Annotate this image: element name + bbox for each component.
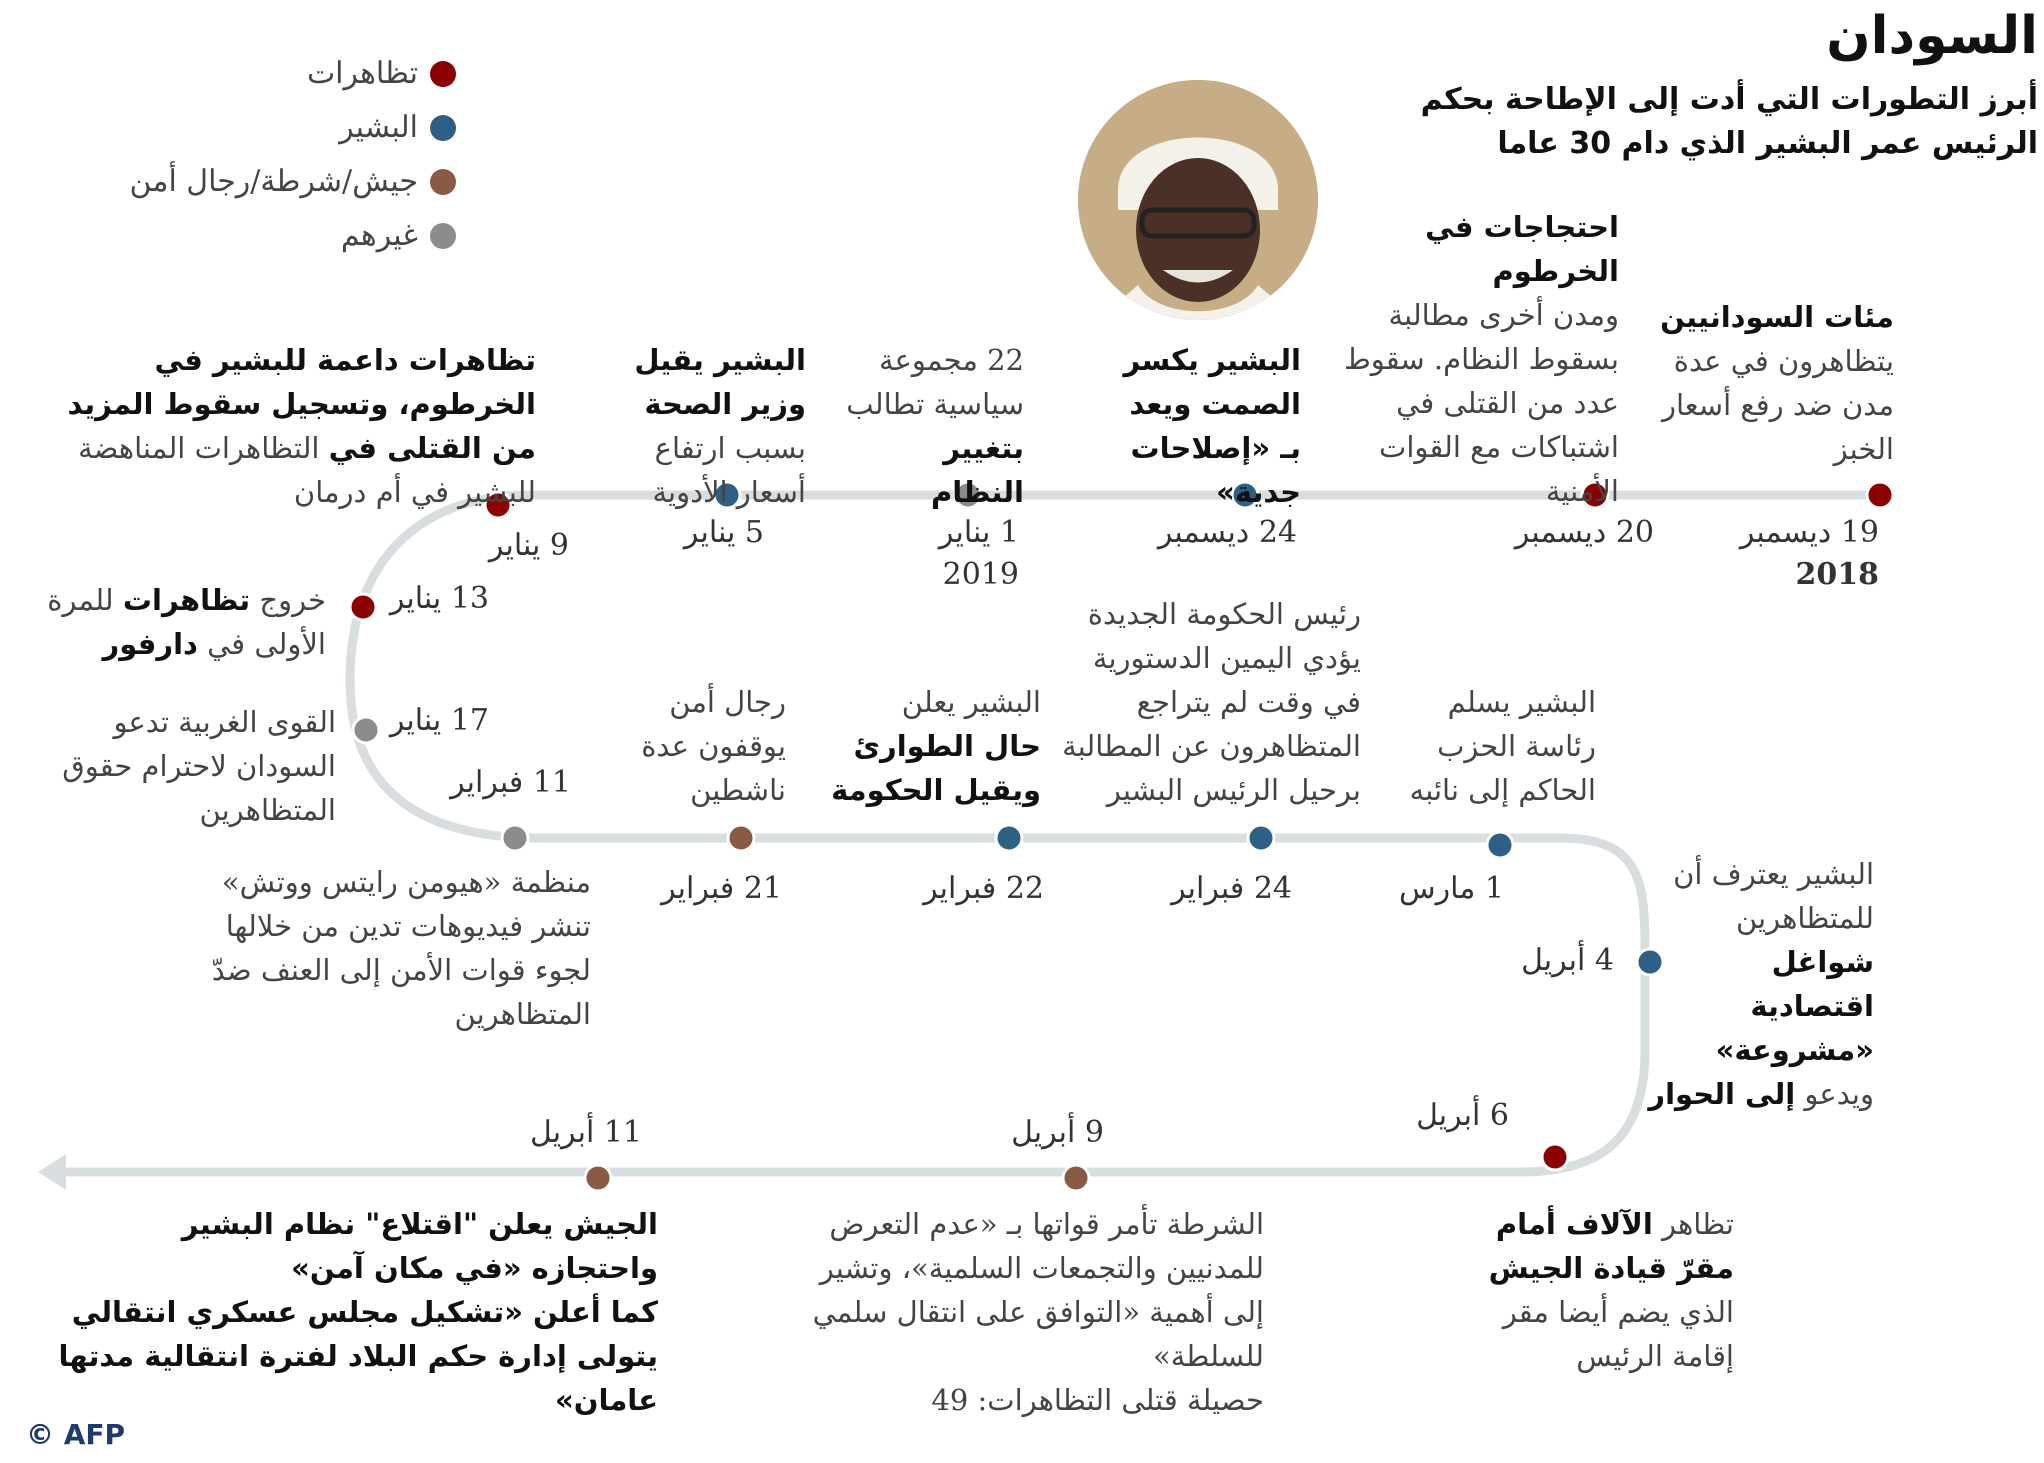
legend-item-others xyxy=(56,218,456,253)
event-date: 1 يناير 2019 xyxy=(938,515,1019,592)
afp-credit: © AFP xyxy=(26,1418,126,1451)
page-subtitle: أبرز التطورات التي أدت إلى الإطاحة بحكم الرئيس عمر البشير الذي دام 30 عاما xyxy=(1420,82,2038,161)
event-date: 13 يناير xyxy=(389,581,489,616)
timeline-arrowhead xyxy=(38,1154,66,1190)
timeline-dot-bashir xyxy=(1487,832,1513,858)
event-description: تظاهرات داعمة للبشير في الخرطوم، وتسجيل سقوط المزيد من القتلى في التظاهرات المناهضة للبشير في أم درمان xyxy=(67,343,536,509)
event-description: الجيش يعلن "اقتلاع" نظام البشير واحتجازه «في مكان آمن» كما أعلن «تشكيل مجلس عسكري انتقالي يتولى إدارة حكم البلاد لفترة انتقالية مدتها عامان» xyxy=(58,1207,658,1417)
event-description: البشير يقيل وزير الصحة بسبب ارتفاع أسعار الأدوية xyxy=(634,343,806,509)
event-description: احتجاجات في الخرطوم ومدن أخرى مطالبة بسقوط النظام. سقوط عدد من القتلى في اشتباكات مع القوات الأمنية xyxy=(1343,210,1619,508)
event-date: 21 فبراير xyxy=(661,871,782,906)
event-date: 22 فبراير xyxy=(923,871,1044,906)
page-title: السودان xyxy=(1826,6,2038,66)
timeline-dot-protests xyxy=(350,594,376,620)
event-date: 19 ديسمبر 2018 xyxy=(1739,515,1879,592)
timeline-dot-security xyxy=(1063,1165,1089,1191)
legend-item-security xyxy=(56,164,456,199)
legend-dot-icon xyxy=(430,61,456,87)
event-description: القوى الغربية تدعو السودان لاحترام حقوق المتظاهرين xyxy=(62,705,336,827)
event-description: رجال أمن يوقفون عدة ناشطين xyxy=(641,685,786,807)
legend-label: جيش/شرطة/رجال أمن xyxy=(129,164,418,199)
timeline-dot-bashir xyxy=(996,825,1022,851)
legend-label: غيرهم xyxy=(340,218,418,253)
legend-item-protests xyxy=(56,56,456,91)
event-date: 1 مارس xyxy=(1399,871,1504,906)
event-description: خروج تظاهرات للمرة الأولى في دارفور xyxy=(47,583,326,661)
event-date: 17 يناير xyxy=(389,703,489,738)
timeline-dot-others xyxy=(502,825,528,851)
event-description: رئيس الحكومة الجديدة يؤدي اليمين الدستورية في وقت لم يتراجع المتظاهرون عن المطالبة برحيل الرئيس البشير xyxy=(1062,597,1361,807)
event-description: 22 مجموعة سياسية تطالب بتغيير النظام xyxy=(846,343,1024,509)
event-description: البشير يسلم رئاسة الحزب الحاكم إلى نائبه xyxy=(1409,685,1596,807)
event-description: البشير يعلن حال الطوارئ ويقيل الحكومة xyxy=(831,685,1041,807)
timeline-dot-protests xyxy=(1867,482,1893,508)
event-description: البشير يكسر الصمت ويعد بـ «إصلاحات جدية» xyxy=(1123,343,1301,509)
timeline-dot-bashir xyxy=(1248,825,1274,851)
legend-dot-icon xyxy=(430,115,456,141)
event-date: 4 أبريل xyxy=(1521,943,1614,978)
event-date: 20 ديسمبر xyxy=(1514,515,1654,550)
event-date: 6 أبريل xyxy=(1416,1098,1509,1133)
event-description: مئات السودانيين يتظاهرون في عدة مدن ضد رفع أسعار الخبز xyxy=(1660,300,1894,466)
event-date: 11 أبريل xyxy=(529,1115,642,1150)
event-date: 11 فبراير xyxy=(450,765,571,800)
event-description: منظمة «هيومن رايتس ووتش» تنشر فيديوهات تدين من خلالها لجوء قوات الأمن إلى العنف ضدّ المتظاهرين xyxy=(211,865,591,1031)
legend-label: تظاهرات xyxy=(306,56,418,91)
legend-label: البشير xyxy=(339,110,418,145)
event-description: تظاهر الآلاف أمام مقرّ قيادة الجيش الذي يضم أيضا مقر إقامة الرئيس xyxy=(1488,1207,1734,1373)
event-description: البشير يعترف أن للمتظاهرين شواغل اقتصادية «مشروعة» ويدعو إلى الحوار xyxy=(1648,857,1874,1111)
event-date: 5 يناير xyxy=(683,515,764,550)
event-date: 24 ديسمبر xyxy=(1157,515,1297,550)
legend-item-bashir xyxy=(56,110,456,145)
event-description: الشرطة تأمر قواتها بـ «عدم التعرض للمدنيين والتجمعات السلمية»، وتشير إلى أهمية «التوافق على انتقال سلمي للسلطة» حصيلة قتلى التظاهرات: 49 xyxy=(812,1207,1264,1417)
legend-dot-icon xyxy=(430,169,456,195)
timeline-dot-security xyxy=(728,825,754,851)
event-date: 9 أبريل xyxy=(1011,1115,1104,1150)
timeline-dot-protests xyxy=(1542,1144,1568,1170)
timeline-path xyxy=(60,495,1880,1172)
timeline-dot-security xyxy=(585,1165,611,1191)
event-date: 24 فبراير xyxy=(1171,871,1292,906)
event-date: 9 يناير xyxy=(488,528,569,563)
legend-dot-icon xyxy=(430,223,456,249)
portrait-omar-al-bashir-icon xyxy=(1078,80,1318,320)
timeline-dot-others xyxy=(353,717,379,743)
